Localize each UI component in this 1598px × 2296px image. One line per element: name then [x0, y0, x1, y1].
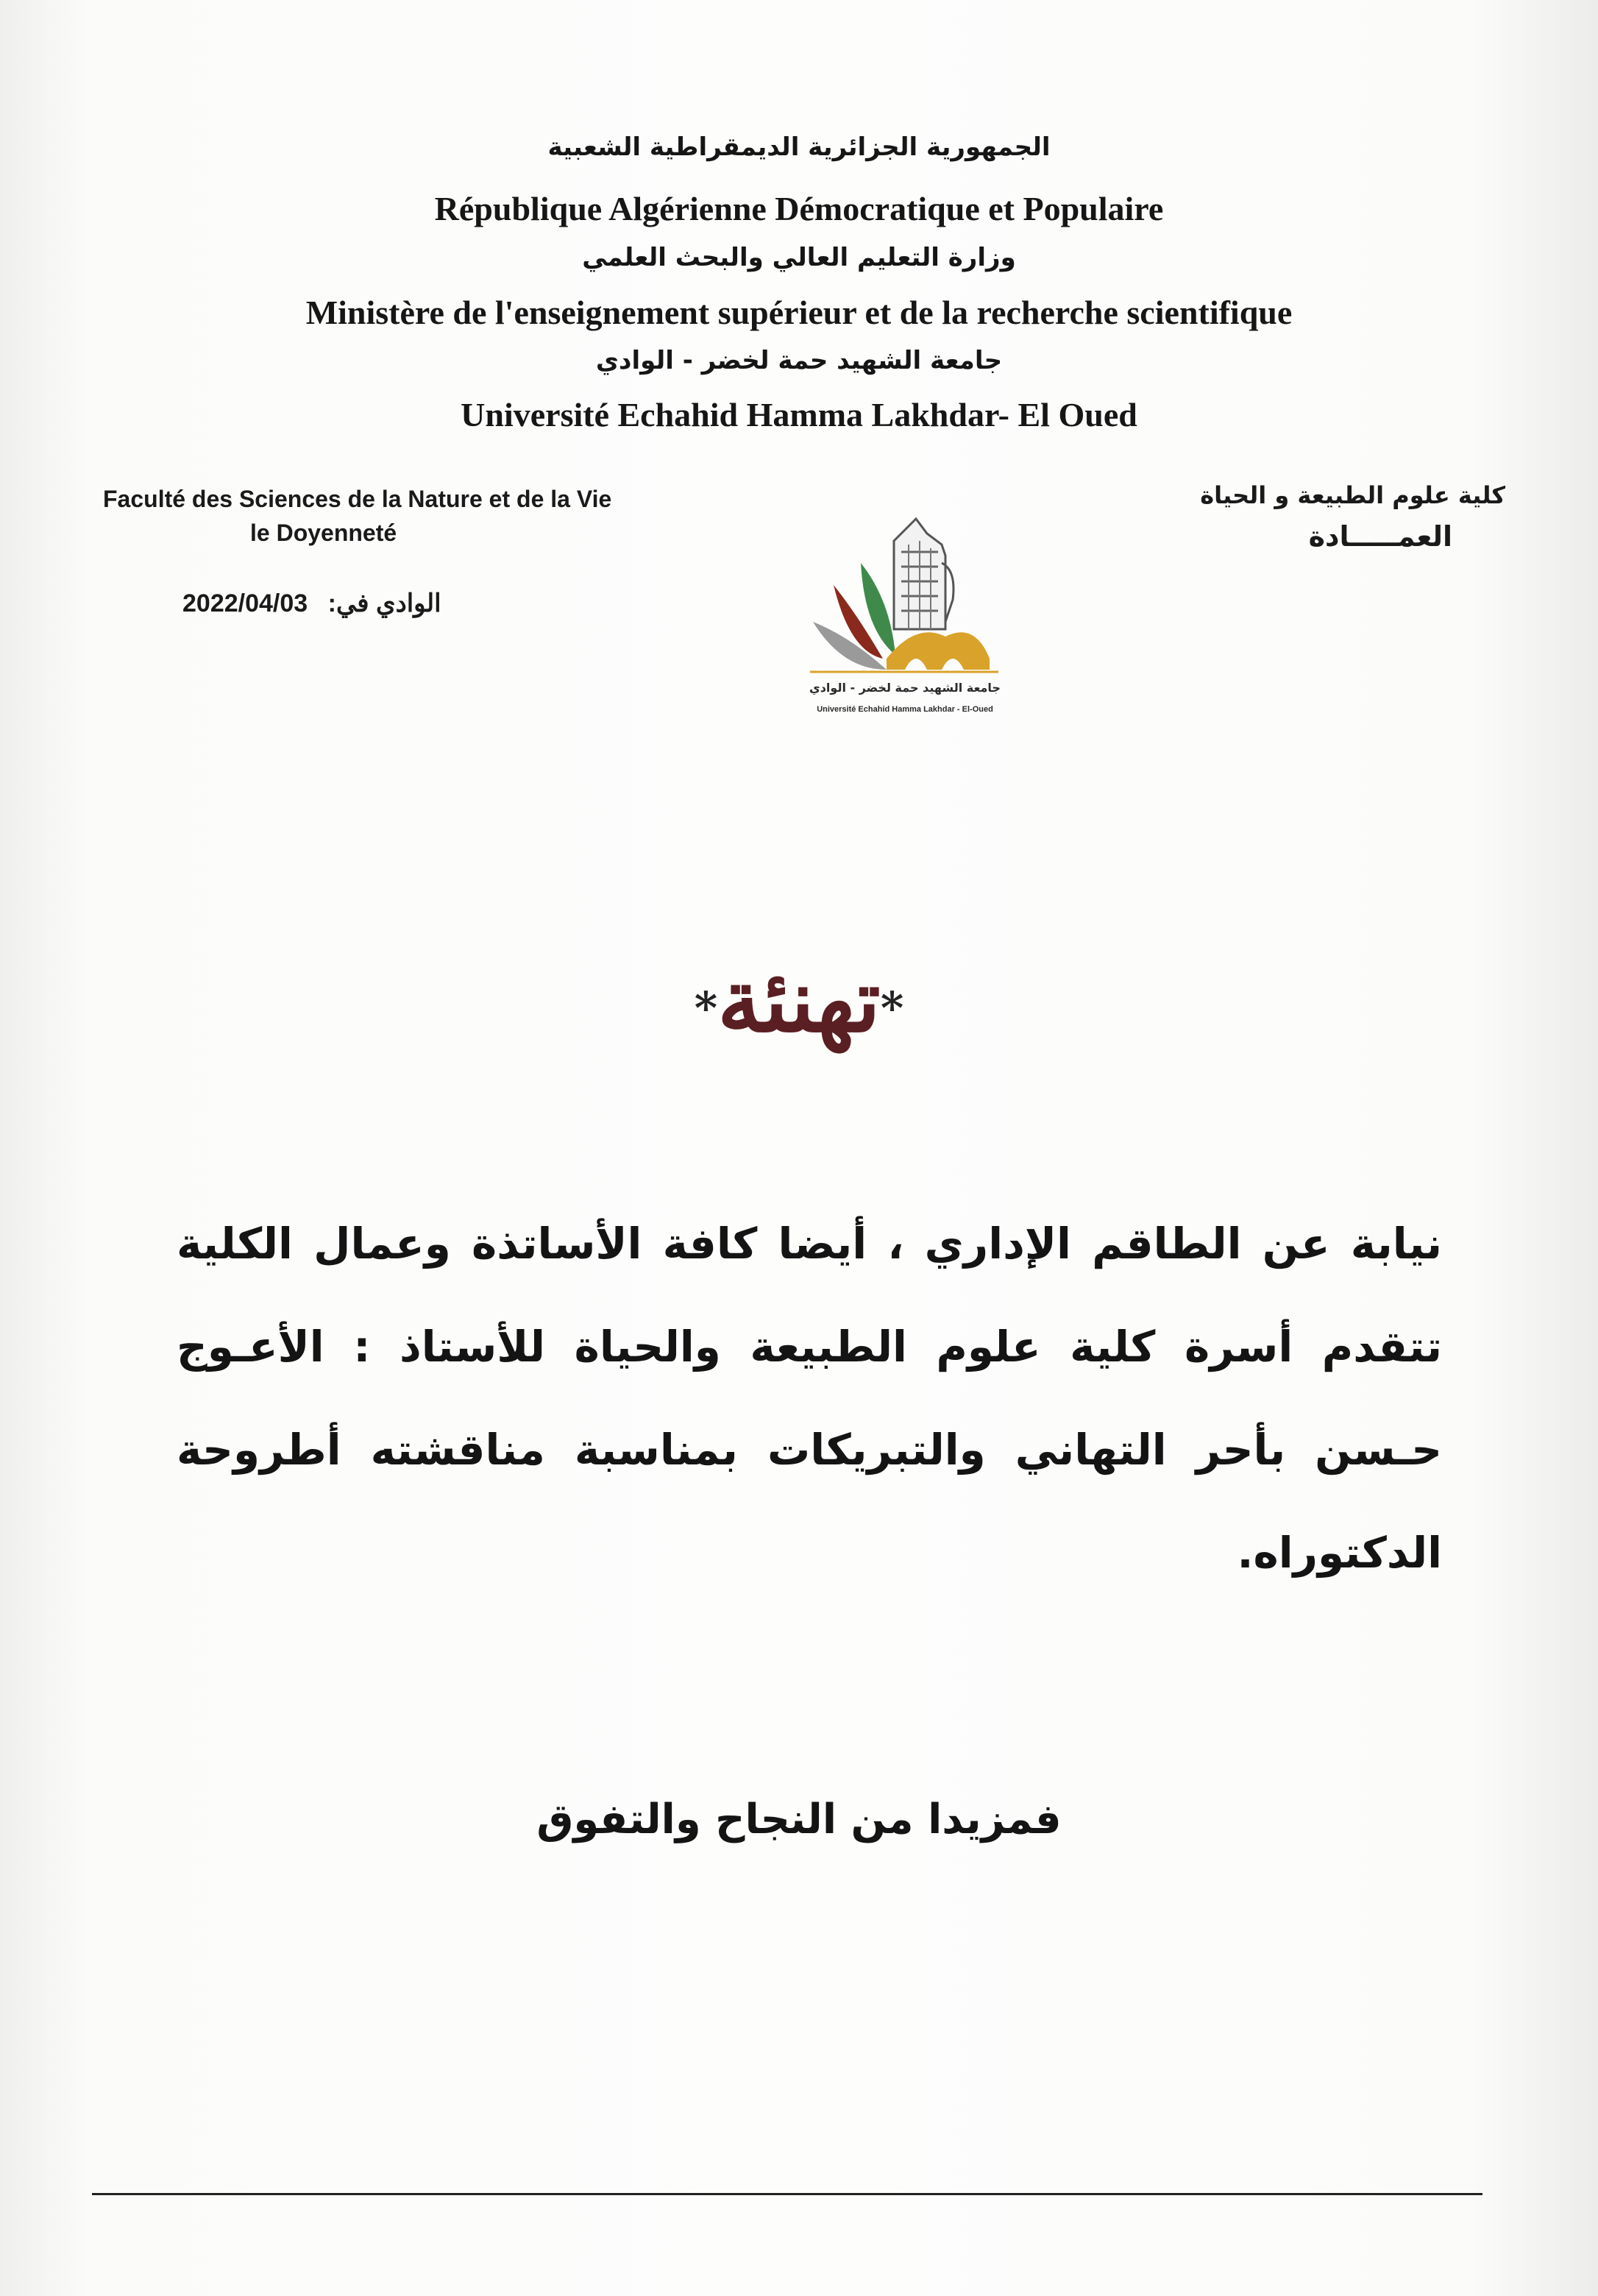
logo-caption-arabic: جامعة الشهيد حمة لخضر - الوادي	[809, 681, 1001, 695]
faculty-block-arabic	[1064, 475, 1505, 557]
date-label: الوادي في:	[327, 589, 441, 617]
star-left: *	[694, 982, 718, 1035]
logo-caption-french: Université Echahid Hamma Lakhdar - El-Oued	[817, 705, 993, 714]
date-line	[182, 589, 441, 618]
deanship-arabic: العمـــــادة	[1308, 520, 1452, 553]
star-right: *	[880, 982, 904, 1035]
faculty-block-french	[103, 482, 618, 550]
deanship-french: le Doyenneté	[250, 520, 397, 546]
faculty-name-arabic: كلية علوم الطبيعة و الحياة	[1200, 481, 1505, 509]
body-paragraph: نيابة عن الطاقم الإداري ، أيضا كافة الأساتذة وعمال الكلية تتقدم أسرة كلية علوم الطبيعة والحياة للأستاذ : الأعـوج حـسن بأحر التهاني والتبريكات بمناسبة مناقشته أطروحة الدكتوراه.	[177, 1219, 1442, 1578]
university-logo	[806, 511, 1004, 725]
title-congratulations	[0, 949, 1598, 1052]
footer-divider	[92, 2193, 1482, 2195]
republic-arabic: الجمهورية الجزائرية الديمقراطية الشعبية	[547, 132, 1051, 162]
logo-building	[894, 519, 954, 629]
ministry-french: Ministère de l'enseignement supérieur et de la recherche scientifique	[305, 294, 1293, 331]
closing-wish: فمزيدا من النجاح والتفوق	[536, 1796, 1062, 1843]
republic-french: République Algérienne Démocratique et Populaire	[434, 190, 1164, 227]
university-french: Université Echahid Hamma Lakhdar- El Oued	[461, 396, 1137, 433]
title-text: تهنئة	[717, 949, 881, 1052]
ministry-arabic: وزارة التعليم العالي والبحث العلمي	[582, 243, 1016, 272]
logo-arches	[887, 632, 990, 670]
university-arabic: جامعة الشهيد حمة لخضر - الوادي	[595, 346, 1003, 375]
date-value: 2022/04/03	[182, 589, 308, 617]
faculty-name-french: Faculté des Sciences de la Nature et de la Vie	[103, 486, 612, 512]
